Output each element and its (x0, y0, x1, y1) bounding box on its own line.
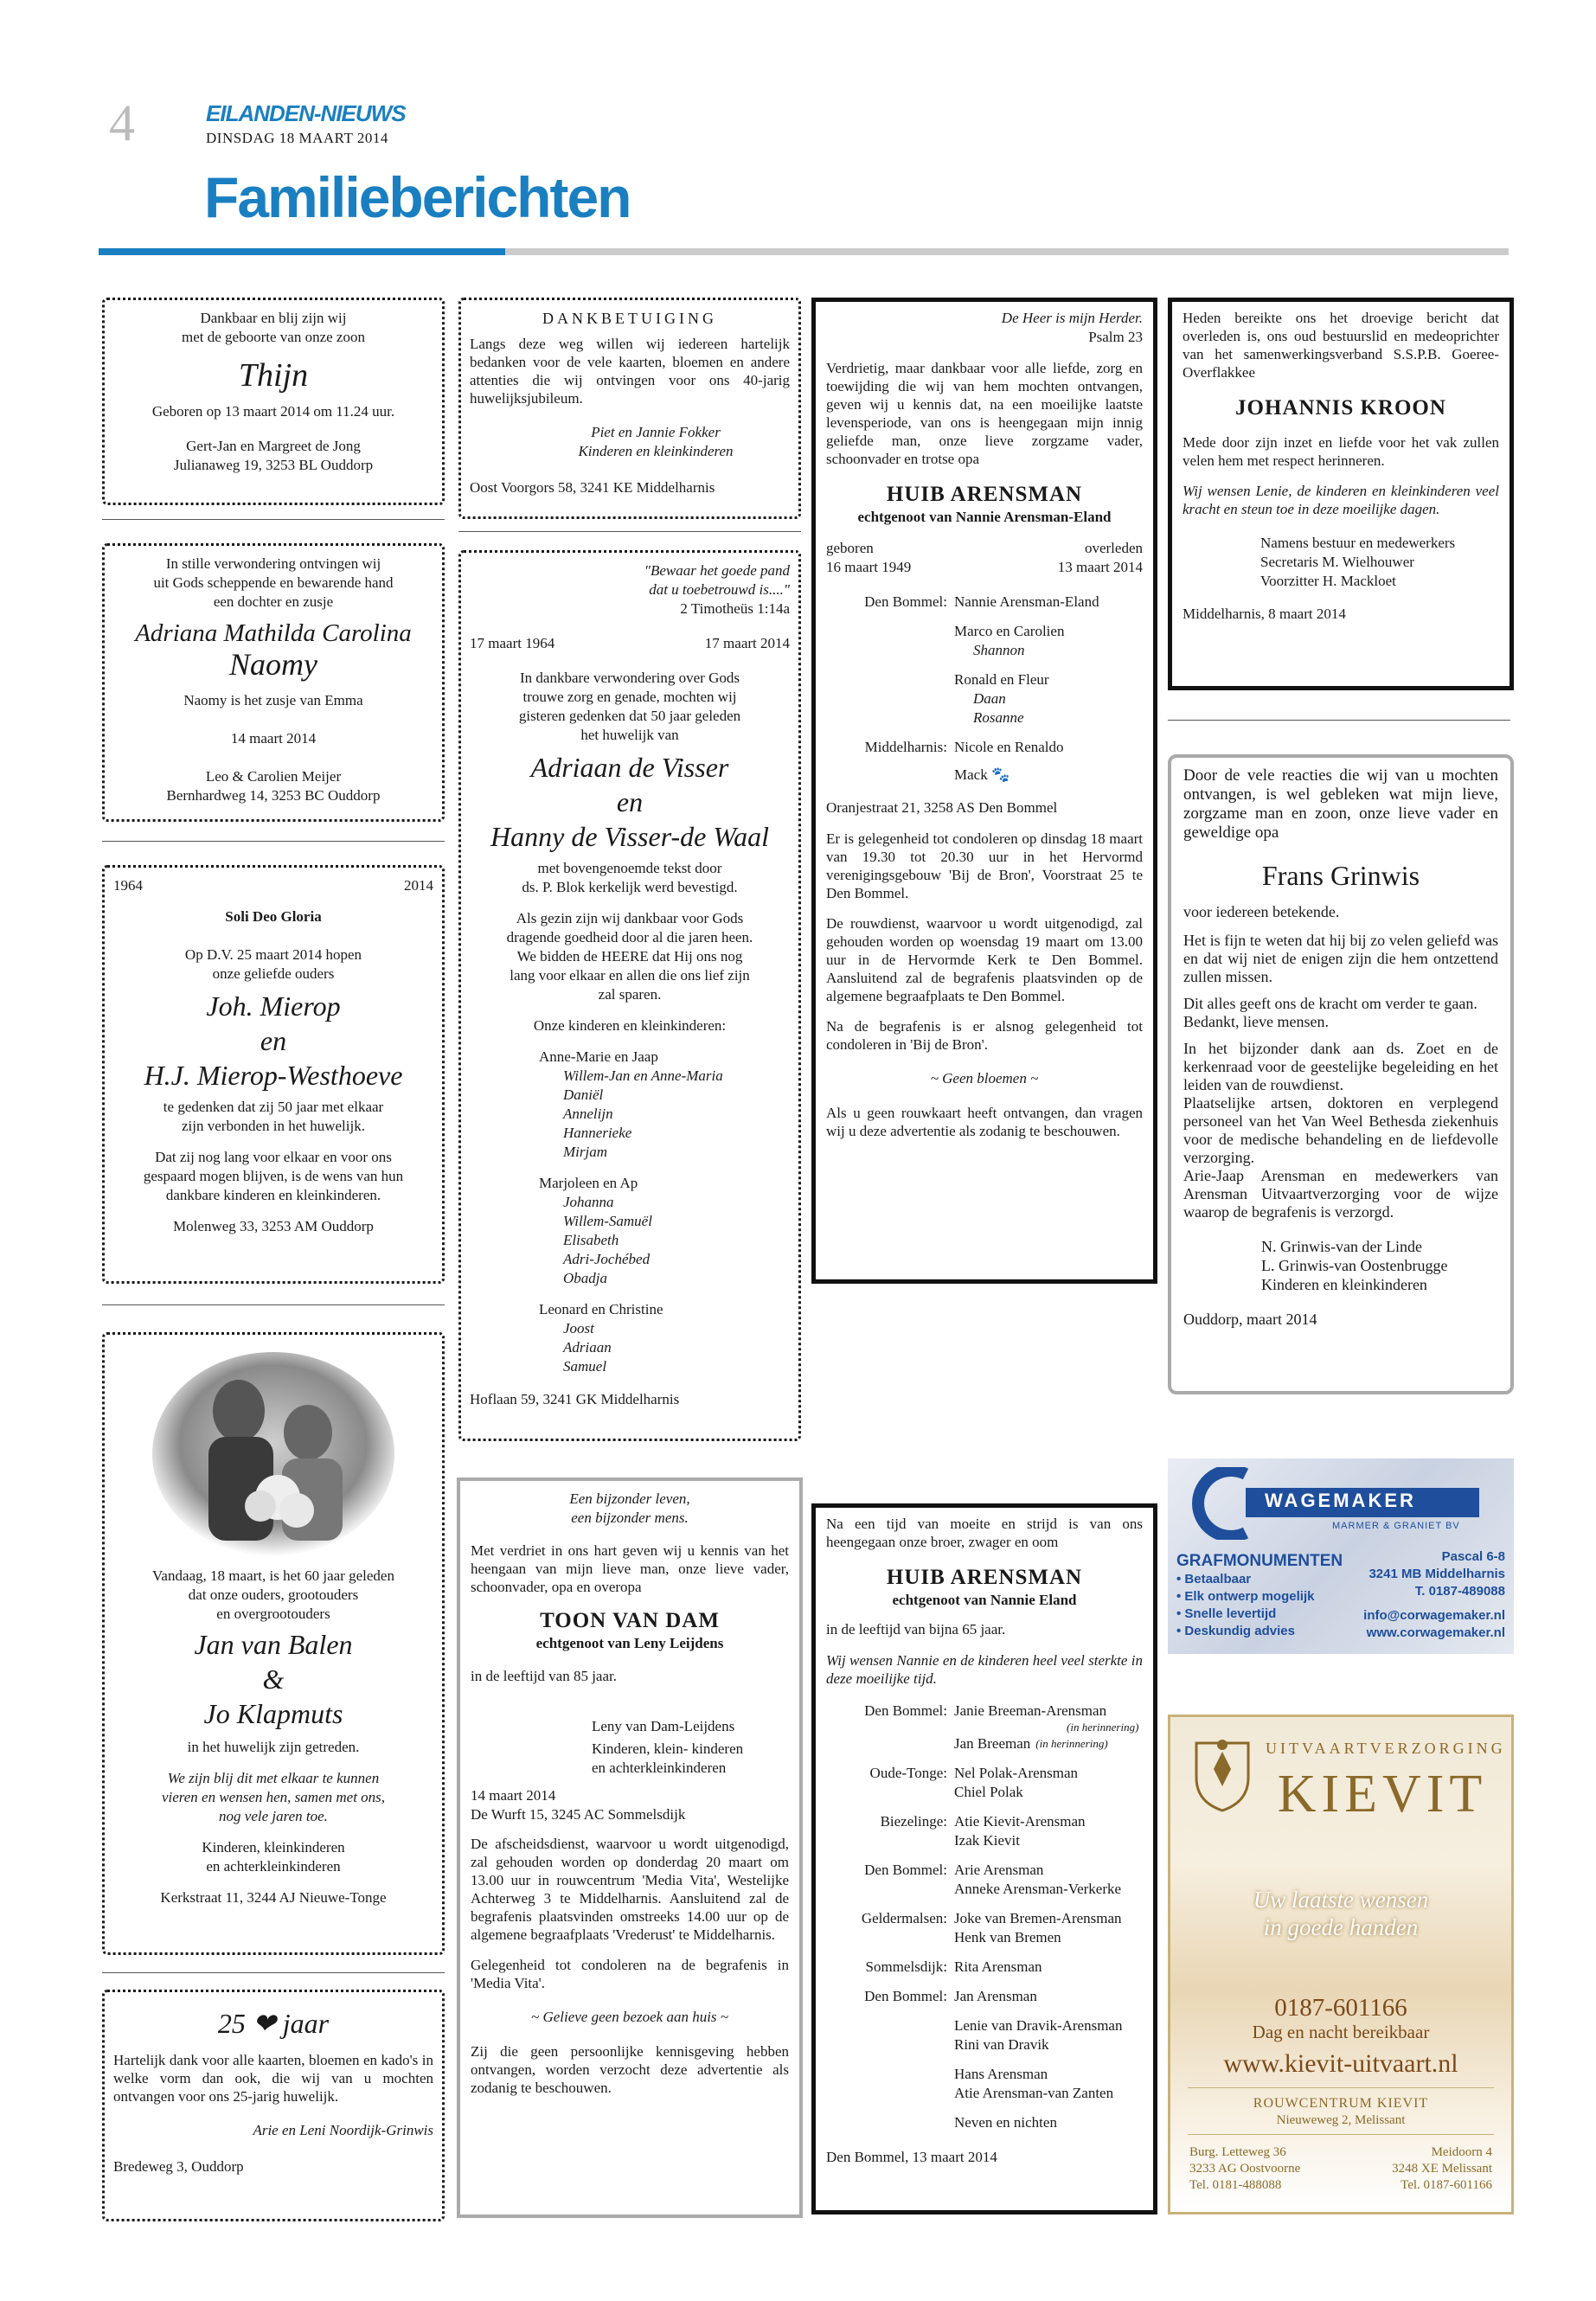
family-member: Daan (973, 690, 1006, 707)
family-member: Hannerieke (563, 1125, 632, 1141)
footer: Den Bommel, 13 maart 2014 (826, 2149, 997, 2165)
year-start: 1964 (113, 877, 143, 894)
family-member: Kinderen, klein- kinderen (592, 1740, 744, 1757)
address: 3248 XE Melissant (1392, 2162, 1492, 2176)
family-member: Arie Arensman (954, 1862, 1044, 1878)
text: Wij wensen Nannie en de kinderen heel veel sterkte in deze moeilijke tijd. (826, 1652, 1143, 1687)
place: Den Bommel: (864, 1702, 947, 1719)
birth-ad-thijn (102, 298, 445, 505)
address: Meidoorn 4 (1431, 2145, 1492, 2159)
family-member: Daniël (563, 1086, 604, 1103)
address: Bernhardweg 14, 3253 BC Ouddorp (166, 787, 381, 804)
text: dankbare kinderen en kleinkinderen. (165, 1187, 381, 1203)
section-title: Familieberichten (204, 165, 631, 229)
family-member: Henk van Bremen (954, 1929, 1061, 1945)
family-member: Janie Breeman-Arensman (954, 1702, 1107, 1719)
website-link[interactable]: www.corwagemaker.nl (1366, 1625, 1505, 1640)
family-member: en achterkleinkinderen (592, 1759, 727, 1776)
died-date: 13 maart 2014 (1057, 559, 1143, 575)
signature: Kinderen en kleinkinderen (1261, 1276, 1427, 1293)
text: De afscheidsdienst, waarvoor u wordt uitgenodigd, zal gehouden worden op donderdag 20 maart om 13.00 uur in rouwcentrum 'Media Vita', Westelijke Achterweg 3 te Middelharnis. Aansluitend zal de begrafenis plaatsvinden omstreeks 14.00 uur op de algemene begraafplaats 'Vrederust' te Middelharnis. (471, 1836, 789, 1943)
born-date: 16 maart 1949 (826, 559, 912, 575)
place: Sommelsdijk: (865, 1958, 947, 1975)
phone: Tel. 0187-601166 (1401, 2178, 1492, 2192)
title: DANKBETUIGING (542, 310, 717, 327)
text: Gelegenheid tot condoleren na de begrafenis in 'Media Vita'. (471, 1957, 789, 1991)
deceased-name: HUIB ARENSMAN (886, 483, 1083, 506)
place: Middelharnis: (864, 739, 947, 755)
quote-reference: 2 Timotheüs 1:14a (680, 600, 790, 617)
family-member: Jan Breeman (954, 1735, 1031, 1752)
text: Een bijzonder leven, (569, 1490, 690, 1507)
wagemaker-heading: GRAFMONUMENTEN (1176, 1552, 1343, 1570)
text: nog vele jaren toe. (219, 1808, 328, 1824)
bullet: • Deskundig advies (1176, 1624, 1295, 1638)
couple-name: Jo Klapmuts (203, 1698, 343, 1729)
deceased-name: Frans Grinwis (1261, 860, 1420, 891)
text: gisteren gedenken dat 50 jaar geleden (518, 708, 741, 724)
family-member: Rita Arensman (954, 1958, 1042, 1975)
text: zal sparen. (598, 986, 662, 1003)
obituary-huib-arensman-siblings (811, 1503, 1157, 2214)
text: Heden bereikte ons het droevige bericht dat overleden is, ons oud bestuurslid en medeoprichter van het samenwerkingsverband S.S.P.B. Goeree-Overflakkee (1183, 310, 1499, 381)
family-member: Atie Kievit-Arensman (954, 1813, 1086, 1830)
text: In het bijzonder dank aan ds. Zoet en de kerkenraad voor de geestelijke begeleiding en het leiden van de rouwdienst. (1183, 1040, 1498, 1093)
address: Burg. Letteweg 36 (1189, 2145, 1286, 2159)
text: Arie-Jaap Arensman en medewerkers van Arensman Uitvaartverzorging voor de wijze waarop de begrafenis is verzorgd. (1183, 1167, 1498, 1221)
signature: Kinderen en kleinkinderen (578, 443, 734, 459)
text: gespaard mogen blijven, is de wens van hun (143, 1168, 404, 1184)
year-end: 2014 (404, 877, 433, 894)
family-member: Obadja (563, 1270, 607, 1286)
divider (102, 1972, 445, 1973)
spouse: echtgenoot van Nannie Arensman-Eland (857, 509, 1112, 525)
place: Den Bommel: (864, 1988, 947, 2004)
family-member: Jan Arensman (954, 1988, 1037, 2004)
family-member: Leonard en Christine (539, 1301, 663, 1317)
availability: Dag en nacht bereikbaar (1252, 2022, 1430, 2042)
slogan: in goede handen (1263, 1914, 1419, 1940)
text: Bedankt, lieve mensen. (1183, 1013, 1329, 1030)
text: Wij wensen Lenie, de kinderen en kleinkinderen veel kracht en steun toe in deze moeilijke dagen. (1183, 483, 1499, 517)
text: Vandaag, 18 maart, is het 60 jaar geleden (152, 1567, 394, 1584)
footer: Ouddorp, maart 2014 (1183, 1311, 1317, 1328)
divider (1188, 2087, 1494, 2088)
issue-date: DINSDAG 18 MAART 2014 (206, 130, 388, 146)
born-label: geboren (826, 540, 874, 556)
family-member: Marco en Carolien (954, 623, 1065, 639)
text: dat onze ouders, grootouders (188, 1586, 359, 1603)
text: Op D.V. 25 maart 2014 hopen (184, 946, 362, 963)
family-list (470, 1048, 790, 1376)
ad-kievit[interactable] (1168, 1715, 1514, 2214)
divider (102, 519, 445, 520)
email-link[interactable]: info@corwagemaker.nl (1363, 1608, 1505, 1623)
family-member: Samuel (563, 1358, 607, 1375)
text: Verdrietig, maar dankbaar voor alle liefde, zorg en toewijding die wij van hem mochten ontvangen, geven wij u kennis dat, na een moeilijke laatste levensperiode, van ons is heengegaan mijn innig geliefde man, onze lieve zorgzame vader, schoonvader en trotse opa (826, 360, 1143, 467)
text: Met verdriet in ons hart geven wij u kennis van het heengaan van mijn lieve man, onze lieve vader, schoonvader, opa en overopa (471, 1542, 789, 1595)
deceased-name: HUIB ARENSMAN (886, 1566, 1083, 1589)
family-member: Annelijn (563, 1106, 613, 1122)
text: ds. P. Blok kerkelijk werd bevestigd. (522, 879, 738, 895)
spouse: echtgenoot van Leny Leijdens (535, 1635, 724, 1651)
note: (in herinnering) (1035, 1737, 1108, 1750)
text: zijn verbonden in het huwelijk. (182, 1118, 365, 1134)
text: trouwe zorg en genade, mochten wij (522, 689, 737, 705)
family-member: Johanna (563, 1194, 614, 1210)
text: Naomy is het zusje van Emma (183, 692, 363, 708)
bullet: • Snelle levertijd (1176, 1606, 1277, 1621)
spouse: echtgenoot van Nannie Eland (892, 1592, 1077, 1608)
header-rule (505, 248, 1509, 255)
family-member: Willem-Samuël (563, 1213, 652, 1229)
family-member: Lenie van Dravik-Arensman (954, 2017, 1123, 2034)
text: het huwelijk van (580, 727, 679, 743)
anniversary-ad-mierop (102, 865, 445, 1284)
ad-wagemaker[interactable] (1168, 1458, 1514, 1654)
text: We bidden de HEERE dat Hij ons nog (516, 948, 743, 965)
couple-name: Jan van Balen (194, 1629, 353, 1660)
text: en overgrootouders (216, 1606, 330, 1622)
family-member: Chiel Polak (954, 1784, 1023, 1800)
text: Er is gelegenheid tot condoleren op dinsdag 18 maart van 19.30 tot 20.30 uur in het Hervormd verenigingsgebouw 'Bij de Bron', Voorstraat 25 te Den Bommel. (826, 830, 1143, 901)
text: Gert-Jan en Margreet de Jong (186, 438, 361, 454)
family-member: Nannie Arensman-Eland (954, 593, 1099, 610)
text: ~ Gelieve geen bezoek aan huis ~ (531, 2009, 728, 2025)
family-member: Atie Arensman-van Zanten (954, 2085, 1114, 2101)
thanks-ad-fokker (458, 298, 801, 519)
and: & (262, 1663, 285, 1695)
rouwcentrum-address: Nieuweweg 2, Melissant (1276, 2113, 1406, 2127)
phone: T. 0187-489088 (1414, 1584, 1505, 1599)
died-label: overleden (1084, 540, 1143, 556)
wagemaker-sub: MARMER & GRANIET BV (1332, 1521, 1460, 1531)
age: in de leeftijd van bijna 65 jaar. (826, 1621, 1006, 1638)
text: Geboren op 13 maart 2014 om 11.24 uur. (151, 403, 395, 420)
family-member: Elisabeth (563, 1232, 619, 1248)
text: Langs deze weg willen wij iedereen hartelijk bedanken voor de vele kaarten, bloemen en andere attenties die wij ontvingen voor ons 40-jarig huwelijksjubileum. (470, 336, 790, 407)
date-end: 17 maart 2014 (704, 635, 790, 651)
address: Kerkstraat 11, 3244 AJ Nieuwe-Tonge (160, 1889, 387, 1906)
family-member: Willem-Jan en Anne-Maria (563, 1067, 723, 1084)
text: Onze kinderen en kleinkinderen: (533, 1017, 727, 1034)
page-number: 4 (109, 94, 135, 151)
text: Na de begrafenis is er alsnog gelegenheid tot condoleren in 'Bij de Bron'. (826, 1018, 1143, 1053)
text: Als gezin zijn wij dankbaar voor Gods (516, 910, 744, 926)
footer: Middelharnis, 8 maart 2014 (1183, 606, 1346, 622)
family-member: Joke van Bremen-Arensman (954, 1910, 1122, 1926)
text: Na een tijd van moeite en strijd is van ons heengegaan onze broer, zwager en oom (826, 1516, 1143, 1550)
signature: Arie en Leni Noordijk-Grinwis (253, 2122, 433, 2138)
text: een dochter en zusje (213, 593, 334, 610)
date-start: 17 maart 1964 (470, 635, 555, 651)
address: Hoflaan 59, 3241 GK Middelharnis (470, 1391, 680, 1407)
and: en (260, 1025, 287, 1056)
family-member: Leny van Dam-Leijdens (592, 1718, 735, 1734)
divider (1168, 720, 1510, 721)
text: Hartelijk dank voor alle kaarten, bloemen en kado's in welke vorm dan ook, die wij van u mochten ontvangen voor ons 25-jarig huwelijk. (113, 2052, 433, 2105)
couple-name: Hanny de Visser-de Waal (490, 821, 769, 852)
text: en achterkleinkinderen (206, 1858, 341, 1875)
divider (458, 531, 801, 532)
quote: De Heer is mijn Herder. (1001, 310, 1143, 326)
address: Pascal 6-8 (1441, 1549, 1505, 1564)
place: Geldermalsen: (861, 1910, 947, 1926)
signature: Voorzitter H. Mackloet (1260, 573, 1396, 589)
text: in het huwelijk zijn getreden. (187, 1739, 360, 1755)
header-rule-accent (99, 248, 505, 255)
age: in de leeftijd van 85 jaar. (471, 1668, 617, 1684)
text: De rouwdienst, waarvoor u wordt uitgenodigd, zal gehouden worden op woensdag 19 maart om 13.00 uur in de Hervormde Kerk te Den Bommel. Aansluitend zal de begrafenis plaatsvinden op de algemene begraafplaats te Den Bommel. (826, 915, 1143, 1004)
family-member: Mack 🐾 (954, 766, 1010, 783)
text: In dankbare verwondering over Gods (520, 670, 740, 686)
family-member: Ronald en Fleur (954, 671, 1049, 688)
address: Bredeweg 3, Ouddorp (113, 2158, 244, 2175)
quote: dat u toebetrouwd is...." (649, 581, 790, 598)
text: uit Gods scheppende en bewarende hand (153, 574, 394, 591)
family-member: Rini van Dravik (954, 2036, 1049, 2053)
address: Molenweg 33, 3253 AM Ouddorp (173, 1218, 374, 1234)
family-member: Joost (563, 1320, 594, 1336)
place: Den Bommel: (864, 1862, 947, 1878)
deceased-name: JOHANNIS KROON (1235, 396, 1446, 420)
text: Dit alles geeft ons de kracht om verder te gaan. (1183, 995, 1477, 1012)
signature: Secretaris M. Wielhouwer (1260, 554, 1414, 570)
signature: L. Grinwis-van Oostenbrugge (1261, 1257, 1448, 1274)
phone: Tel. 0181-488088 (1189, 2178, 1282, 2192)
crest-icon (1188, 1734, 1257, 1812)
obituary-huib-arensman-family (811, 298, 1157, 1284)
family-member: Adri-Jochébed (563, 1251, 651, 1267)
family-member: Marjoleen en Ap (539, 1175, 638, 1191)
text: In stille verwondering ontvingen wij (165, 555, 381, 572)
text: met de geboorte van onze zoon (182, 329, 365, 345)
family-list (826, 1702, 1143, 2132)
title: 25 ❤ jaar (217, 2008, 330, 2039)
text: te gedenken dat zij 50 jaar met elkaar (163, 1099, 384, 1115)
date: 14 maart 2014 (230, 730, 317, 747)
family-member: Nicole en Renaldo (954, 739, 1064, 755)
family-member: Anne-Marie en Jaap (539, 1048, 658, 1065)
thanks-ad-frans-grinwis (1168, 754, 1514, 1394)
divider (1188, 2134, 1494, 2135)
couple-photo (148, 1350, 399, 1558)
text: Dankbaar en blij zijn wij (200, 310, 347, 326)
couple-name: H.J. Mierop-Westhoeve (144, 1060, 403, 1091)
kievit-name: KIEVIT (1277, 1765, 1488, 1823)
text: Zij die geen persoonlijke kennisgeving hebben ontvangen, worden verzocht deze advertentie als zodanig te beschouwen. (471, 2043, 789, 2096)
and: en (616, 786, 644, 817)
phone[interactable]: 0187-601166 (1274, 1994, 1407, 2022)
divider (102, 841, 445, 842)
baby-name: Thijn (238, 357, 309, 394)
quote: "Bewaar het goede pand (644, 562, 790, 579)
family-member: Hans Arensman (954, 2066, 1048, 2082)
family-member: Nel Polak-Arensman (954, 1765, 1079, 1781)
divider (102, 1304, 445, 1305)
quote-reference: Psalm 23 (1088, 329, 1143, 345)
signature: Namens bestuur en medewerkers (1260, 535, 1456, 551)
anniversary-ad-visser (458, 550, 801, 1441)
wagemaker-logo (1185, 1467, 1497, 1540)
thanks-ad-25-jaar (102, 1990, 445, 2221)
text: Plaatselijke artsen, doktoren en verplegend personeel van het Van Weel Bethesda ziekenhuis voor de medische behandeling en de liefdevolle verzorging. (1183, 1094, 1498, 1166)
text: Leo & Carolien Meijer (205, 768, 342, 785)
deceased-name: TOON VAN DAM (540, 1609, 720, 1632)
date: 14 maart 2014 (471, 1787, 556, 1804)
text: lang voor elkaar en allen die ons lief zijn (510, 967, 750, 984)
text: We zijn blij dit met elkaar te kunnen (167, 1770, 380, 1786)
place: Oude-Tonge: (869, 1765, 947, 1781)
text: Het is fijn te weten dat hij bij zo velen geliefd was en dat wij niet de enigen zijn die hem ontzettend zullen missen. (1183, 932, 1498, 985)
address: De Wurft 15, 3245 AC Sommelsdijk (471, 1806, 686, 1823)
family-member: Neven en nichten (954, 2114, 1057, 2131)
family-list (826, 593, 1143, 785)
family-member: Anneke Arensman-Verkerke (954, 1881, 1122, 1897)
text: dragende goedheid door al die jaren heen. (506, 929, 753, 945)
text: voor iedereen betekende. (1183, 903, 1340, 920)
obituary-johannis-kroon (1168, 298, 1514, 690)
text: vieren en wensen hen, samen met ons, (161, 1789, 386, 1805)
kievit-top: UITVAARTVERZORGING (1266, 1740, 1506, 1757)
note: (in herinnering) (1067, 1721, 1139, 1734)
bullet: • Elk ontwerp mogelijk (1176, 1589, 1315, 1604)
text: Door de vele reacties die wij van u mochten ontvangen, is wel gebleken wat mijn lieve, zorgzame man en zoon, onze lieve vader en geweldige opa (1183, 766, 1498, 842)
text: Kinderen, kleinkinderen (202, 1839, 345, 1856)
couple-name: Joh. Mierop (206, 990, 341, 1022)
text: ~ Geen bloemen ~ (930, 1070, 1039, 1086)
text: Mede door zijn inzet en liefde voor het vak zullen velen hem met respect herinneren. (1183, 434, 1499, 469)
signature: Piet en Jannie Fokker (591, 424, 721, 440)
family-member: Izak Kievit (954, 1832, 1020, 1849)
motto: Soli Deo Gloria (225, 908, 322, 925)
obituary-toon-van-dam (457, 1477, 803, 2218)
family-member: Rosanne (973, 709, 1024, 726)
wagemaker-name: WAGEMAKER (1265, 1490, 1416, 1511)
address: Oost Voorgors 58, 3241 KE Middelharnis (470, 479, 715, 496)
slogan: Uw laatste wensen (1253, 1887, 1429, 1913)
bullet: • Betaalbaar (1176, 1572, 1252, 1586)
text: met bovengenoemde tekst door (537, 860, 722, 876)
family-member: Shannon (973, 642, 1025, 658)
family-member: Mirjam (563, 1144, 607, 1160)
place: Biezelinge: (880, 1813, 947, 1830)
text: onze geliefde ouders (212, 965, 335, 982)
place: Den Bommel: (864, 593, 947, 610)
website-link[interactable]: www.kievit-uitvaart.nl (1223, 2049, 1458, 2078)
text: Als u geen rouwkaart heeft ontvangen, dan vragen wij u deze advertentie als zodanig te beschouwen. (826, 1105, 1143, 1139)
baby-name: Naomy (229, 647, 317, 682)
family-member: Adriaan (563, 1339, 612, 1356)
address: 3233 AG Oostvoorne (1189, 2162, 1301, 2176)
baby-name: Adriana Mathilda Carolina (135, 619, 412, 647)
text: een bijzonder mens. (571, 1509, 689, 1526)
text: Dat zij nog lang voor elkaar en voor ons (155, 1149, 392, 1165)
address: 3241 MB Middelharnis (1368, 1567, 1505, 1581)
address: Julianaweg 19, 3253 BL Ouddorp (173, 457, 374, 473)
birth-ad-naomy (102, 543, 445, 822)
anniversary-ad-van-balen (102, 1332, 445, 1955)
rouwcentrum: ROUWCENTRUM KIEVIT (1253, 2096, 1429, 2111)
address: Oranjestraat 21, 3258 AS Den Bommel (826, 799, 1058, 816)
signature: N. Grinwis-van der Linde (1261, 1238, 1422, 1255)
couple-name: Adriaan de Visser (530, 752, 729, 783)
family-list (471, 1717, 789, 1778)
brand-logo: EILANDEN-NIEUWS (206, 100, 406, 126)
